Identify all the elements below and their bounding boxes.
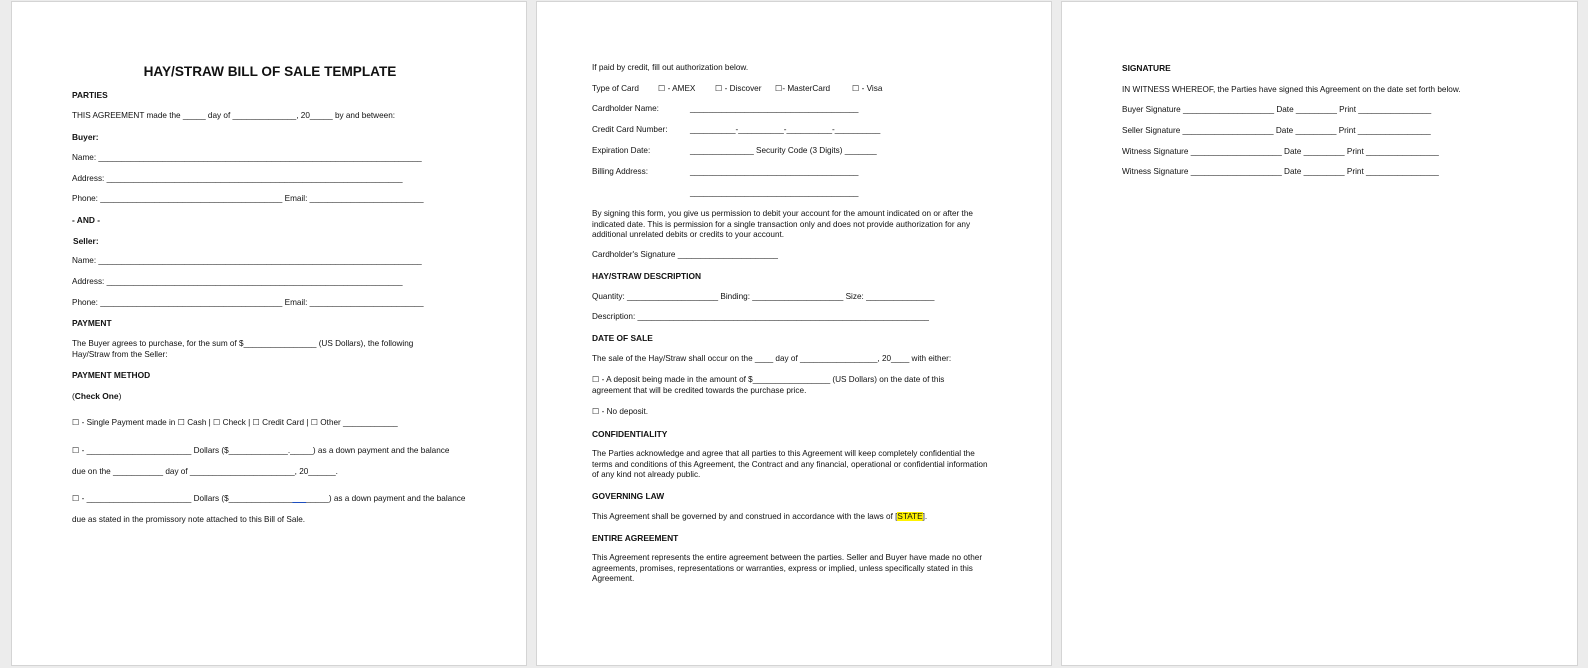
down-payment-2-tail: _____) as a down payment and the balance [306,494,466,503]
card-type-label: Type of Card [592,84,639,93]
cardholder-signature-line[interactable]: Cardholder's Signature ______________________ [592,250,778,259]
governing-law-text: This Agreement shall be governed by and construed in accordance with the laws of [ [592,512,898,521]
no-deposit-option[interactable]: ☐ - No deposit. [592,407,649,416]
billing-address-field-1[interactable]: _____________________________________ [690,167,859,176]
buyer-heading: Buyer: [72,132,99,142]
expiration-security-field[interactable]: ______________ Security Code (3 Digits) _______ [690,146,877,155]
witness-signature-line-2[interactable]: Witness Signature ____________________ Date _________ Print ________________ [1122,167,1439,176]
expiration-date-label: Expiration Date: [592,146,651,155]
buyer-name-field[interactable]: Name: _______________________________________________________________________ [72,153,422,162]
check-one-note [72,391,121,402]
check-one-close-paren: ) [118,391,122,401]
payment-paragraph: The Buyer agrees to purchase, for the sum of $________________ (US Dollars), the following Hay/Straw from the Seller: [72,339,414,359]
entire-agreement-heading: ENTIRE AGREEMENT [592,533,679,543]
payment-method-heading: PAYMENT METHOD [72,370,151,380]
payment-heading: PAYMENT [72,318,112,328]
debit-permission-paragraph: By signing this form, you give us permission to debit your account for the amount indicated on or after the indicated date. This is permission for a single transaction only and does not provide authorization for any additional unrelated debits or credits to your account. [592,209,973,240]
description-line[interactable]: Description: ________________________________________________________________ [592,312,929,321]
card-amex-option[interactable]: ☐ - AMEX [658,84,696,93]
confidentiality-paragraph: The Parties acknowledge and agree that all parties to this Agreement will keep completely confidential the terms and conditions of this Agreement, the Contract and any financial, operational or confidential information of any kind not already public. [592,449,988,480]
document-title: HAY/STRAW BILL OF SALE TEMPLATE [143,64,397,79]
entire-agreement-paragraph: This Agreement represents the entire agreement between the parties. Seller and Buyer have made no other agreements, promises, representations or warranties, express or implied, unless specifically stated in this Agreement. [592,553,983,584]
and-separator: - AND - [72,215,101,225]
buyer-phone-email-field[interactable]: Phone: ________________________________________ Email: _________________________ [72,194,424,203]
parties-heading: PARTIES [72,90,108,100]
seller-phone-email-field[interactable]: Phone: ________________________________________ Email: _________________________ [72,298,424,307]
governing-law-line [592,512,927,523]
promissory-note-line: due as stated in the promissory note attached to this Bill of Sale. [72,515,306,524]
down-payment-2-link[interactable]: ___ [292,494,307,503]
governing-law-heading: GOVERNING LAW [592,491,665,501]
state-placeholder[interactable]: STATE [897,512,923,521]
document-page-3 [1061,1,1578,666]
card-visa-option[interactable]: ☐ - Visa [852,84,883,93]
credit-intro: If paid by credit, fill out authorization below. [592,63,749,72]
description-heading: HAY/STRAW DESCRIPTION [592,271,702,281]
sale-date-line: The sale of the Hay/Straw shall occur on the ____ day of _________________, 20____ with either: [592,354,952,363]
card-discover-option[interactable]: ☐ - Discover [715,84,762,93]
card-mastercard-option[interactable]: ☐- MasterCard [775,84,831,93]
seller-address-field[interactable]: Address: _________________________________________________________________ [72,277,403,286]
card-number-field[interactable]: __________-__________-__________-__________ [690,125,881,134]
down-payment-option-1[interactable]: ☐ - _______________________ Dollars ($_____________._____) as a down payment and the balance [72,446,450,455]
cardholder-name-field[interactable]: _____________________________________ [690,104,859,113]
seller-name-field[interactable]: Name: _______________________________________________________________________ [72,256,422,265]
document-page-2 [536,1,1052,666]
seller-heading: Seller: [73,236,99,246]
witness-whereof-line: IN WITNESS WHEREOF, the Parties have signed this Agreement on the date set forth below. [1122,85,1461,94]
down-payment-2-text: ☐ - _______________________ Dollars ($______________ [72,494,293,503]
seller-signature-line[interactable]: Seller Signature ____________________ Date _________ Print ________________ [1122,126,1431,135]
check-one-open-paren: ( [72,391,75,401]
date-of-sale-heading: DATE OF SALE [592,333,653,343]
billing-address-label: Billing Address: [592,167,648,176]
document-page-1 [11,1,527,666]
buyer-signature-line[interactable]: Buyer Signature ____________________ Date _________ Print ________________ [1122,105,1432,114]
check-one-label: Check One [74,391,119,401]
billing-address-field-2[interactable]: _____________________________________ [690,188,859,197]
quantity-binding-size-line[interactable]: Quantity: ____________________ Binding: ____________________ Size: _______________ [592,292,935,301]
down-payment-due-line: due on the ___________ day of _______________________, 20______. [72,467,338,476]
agreement-date-line: THIS AGREEMENT made the _____ day of ______________, 20_____ by and between: [72,111,396,120]
governing-law-close: ]. [922,512,928,521]
down-payment-option-2[interactable] [72,494,465,505]
signature-heading: SIGNATURE [1122,63,1171,73]
card-number-label: Credit Card Number: [592,125,668,134]
single-payment-option[interactable]: ☐ - Single Payment made in ☐ Cash | ☐ Check | ☐ Credit Card | ☐ Other ____________ [72,418,398,427]
witness-signature-line-1[interactable]: Witness Signature ____________________ Date _________ Print ________________ [1122,147,1439,156]
deposit-option[interactable]: ☐ - A deposit being made in the amount of $_________________ (US Dollars) on the date of this agreement that will be credited towards the purchase price. [592,375,945,395]
cardholder-name-label: Cardholder Name: [592,104,659,113]
confidentiality-heading: CONFIDENTIALITY [592,429,668,439]
buyer-address-field[interactable]: Address: _________________________________________________________________ [72,174,403,183]
